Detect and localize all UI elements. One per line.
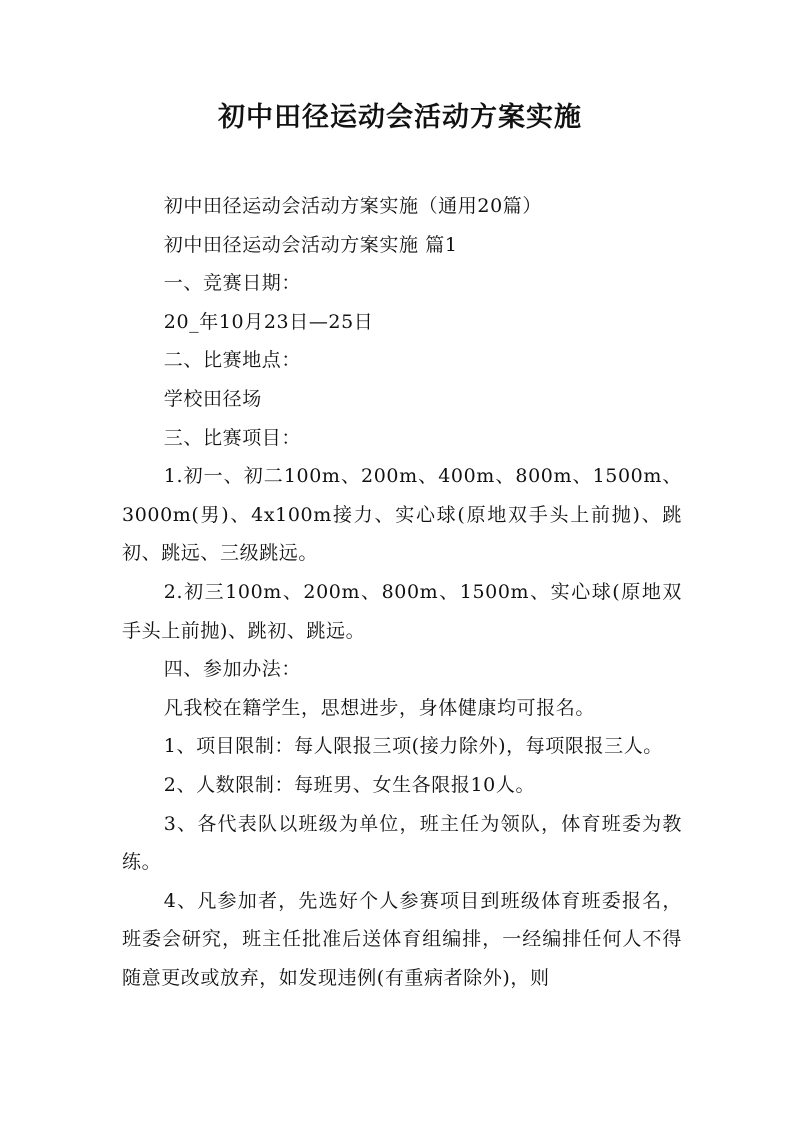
paragraph-rule-1: 1、项目限制：每人限报三项(接力除外)，每项限报三人。 bbox=[163, 735, 663, 758]
paragraph-location-heading: 二、比赛地点： bbox=[163, 349, 301, 372]
paragraph-participation-heading: 四、参加办法： bbox=[163, 658, 301, 681]
paragraph-date-value: 20_年10月23日—25日 bbox=[163, 310, 374, 333]
paragraph-subtitle: 初中田径运动会活动方案实施（通用20篇） bbox=[163, 195, 542, 217]
paragraph-location-value: 学校田径场 bbox=[163, 387, 262, 410]
paragraph-events-grade3: 2.初三100m、200m、800m、1500m、实心球(原地双手头上前抛)、跳初、跳远。 bbox=[122, 580, 682, 642]
document-body bbox=[122, 187, 682, 997]
document-title: 初中田径运动会活动方案实施 bbox=[218, 102, 582, 133]
paragraph-eligibility: 凡我校在籍学生，思想进步，身体健康均可报名。 bbox=[163, 696, 595, 719]
paragraph-rule-4: 4、凡参加者，先选好个人参赛项目到班级体育班委报名，班委会研究，班主任批准后送体育组编排，一经编排任何人不得随意更改或放弃，如发现违例(有重病者除外)，则 bbox=[122, 889, 682, 989]
paragraph-date-heading: 一、竞赛日期： bbox=[163, 272, 301, 295]
paragraph-rule-3: 3、各代表队以班级为单位，班主任为领队，体育班委为教练。 bbox=[122, 812, 682, 874]
paragraph-events-grade1-2: 1.初一、初二100m、200m、400m、800m、1500m、3000m(男)、4x100m接力、实心球(原地双手头上前抛)、跳初、跳远、三级跳远。 bbox=[122, 465, 682, 565]
paragraph-section-heading: 初中田径运动会活动方案实施 篇1 bbox=[163, 233, 458, 256]
paragraph-events-heading: 三、比赛项目： bbox=[163, 426, 301, 449]
paragraph-rule-2: 2、人数限制：每班男、女生各限报10人。 bbox=[163, 773, 536, 796]
